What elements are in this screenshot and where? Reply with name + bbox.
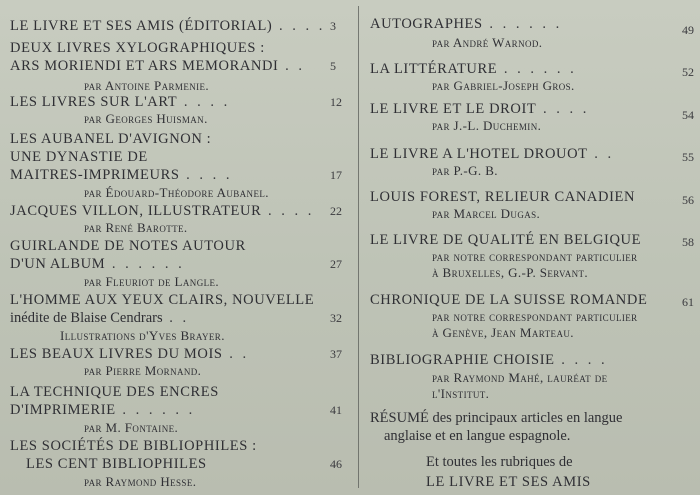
toc-entry-author: par notre correspondant particulier bbox=[432, 249, 638, 264]
leader-dots: . . . . bbox=[536, 101, 590, 117]
toc-entry-author: par Raymond Hesse. bbox=[84, 474, 197, 489]
toc-entry-author: par Raymond Mahé, lauréat de bbox=[432, 370, 608, 385]
leader-dots: . . bbox=[278, 58, 305, 74]
toc-entry-author: par André Warnod. bbox=[432, 35, 543, 50]
toc-page-number: 27 bbox=[330, 257, 342, 271]
leader-dots: . . . . . . bbox=[497, 61, 577, 77]
toc-page-number: 32 bbox=[330, 311, 342, 325]
toc-page-number: 46 bbox=[330, 457, 342, 471]
toc-entry-title: LE LIVRE ET SES AMIS (ÉDITORIAL) bbox=[10, 18, 273, 34]
toc-entry-title: LE LIVRE ET LE DROIT bbox=[370, 101, 537, 117]
toc-entry-author: par Gabriel-Joseph Gros. bbox=[432, 78, 575, 93]
toc-entry-author-cont: à Bruxelles, G.-P. Servant. bbox=[432, 265, 589, 280]
toc-entry-title: ARS MORIENDI ET ARS MEMORANDI bbox=[10, 58, 279, 74]
toc-entry-title: JACQUES VILLON, ILLUSTRATEUR bbox=[10, 203, 262, 219]
toc-entry-title: LA TECHNIQUE DES ENCRES bbox=[10, 384, 219, 400]
toc-entry-title: D'IMPRIMERIE bbox=[10, 402, 116, 418]
toc-page-number: 22 bbox=[330, 204, 342, 218]
toc-entry-title: LES BEAUX LIVRES DU MOIS bbox=[10, 346, 223, 362]
toc-page-number: 49 bbox=[682, 23, 694, 37]
toc-entry-author-cont: à Genève, Jean Marteau. bbox=[432, 325, 574, 340]
toc-page-number: 17 bbox=[330, 168, 342, 182]
toc-entry-author: par Fleuriot de Langle. bbox=[84, 274, 220, 289]
toc-entry-author: par J.-L. Duchemin. bbox=[432, 118, 542, 133]
toc-page-number: 37 bbox=[330, 347, 342, 361]
toc-entry-title: CHRONIQUE DE LA SUISSE ROMANDE bbox=[370, 292, 648, 308]
toc-page-number: 61 bbox=[682, 295, 694, 309]
toc-entry-title: LE LIVRE ET SES AMIS bbox=[426, 474, 591, 490]
leader-dots: . . bbox=[162, 310, 190, 326]
toc-page-number: 52 bbox=[682, 65, 694, 79]
toc-page-number: 3 bbox=[330, 19, 336, 33]
toc-entry-title: LA LITTÉRATURE bbox=[370, 61, 498, 77]
toc-entry-title: LOUIS FOREST, RELIEUR CANADIEN bbox=[370, 189, 636, 205]
toc-entry-author: par Marcel Dugas. bbox=[432, 206, 541, 221]
toc-page-number: 5 bbox=[330, 59, 336, 73]
toc-entry-title: L'HOMME AUX YEUX CLAIRS, NOUVELLE bbox=[10, 292, 315, 308]
toc-entry-author: par M. Fontaine. bbox=[84, 420, 179, 435]
toc-entry-title: UNE DYNASTIE DE bbox=[10, 149, 148, 165]
toc-page-number: 12 bbox=[330, 95, 342, 109]
toc-entry-author: par notre correspondant particulier bbox=[432, 309, 638, 324]
toc-entry-title: anglaise et en langue espagnole. bbox=[384, 428, 571, 444]
toc-page-number: 56 bbox=[682, 193, 694, 207]
toc-entry-author: par René Barotte. bbox=[84, 220, 188, 235]
leader-dots: . . . . . . bbox=[115, 402, 196, 418]
leader-dots: . . . . bbox=[179, 167, 233, 183]
toc-entry-title: MAITRES-IMPRIMEURS bbox=[10, 167, 180, 183]
toc-entry-title: D'UN ALBUM bbox=[10, 256, 106, 272]
leader-dots: . . . . . . bbox=[105, 256, 185, 272]
leader-dots: . . bbox=[587, 146, 615, 162]
toc-page-number: 58 bbox=[682, 235, 694, 249]
column-divider bbox=[358, 6, 359, 488]
leader-dots: . . . . bbox=[177, 94, 231, 110]
leader-dots: . . bbox=[222, 346, 250, 362]
toc-entry-author: par Pierre Mornand. bbox=[84, 363, 202, 378]
toc-entry-title: LES SOCIÉTÉS DE BIBLIOPHILES : bbox=[10, 438, 257, 454]
toc-entry-title: LES CENT BIBLIOPHILES bbox=[26, 456, 207, 472]
toc-entry-author: par Georges Huisman. bbox=[84, 111, 208, 126]
toc-entry-title: Et toutes les rubriques de bbox=[426, 454, 573, 470]
toc-entry-author: par P.-G. B. bbox=[432, 163, 498, 178]
toc-entry-title: inédite de Blaise Cendrars bbox=[10, 310, 163, 326]
toc-entry-author: par Antoine Parmenie. bbox=[84, 78, 210, 93]
toc-entry-title: LES AUBANEL D'AVIGNON : bbox=[10, 131, 212, 147]
leader-dots: . . . . bbox=[272, 18, 326, 34]
toc-page-number: 55 bbox=[682, 150, 694, 164]
toc-entry-title: RÉSUMÉ des principaux articles en langue bbox=[370, 410, 623, 426]
toc-entry-title: GUIRLANDE DE NOTES AUTOUR bbox=[10, 238, 246, 254]
toc-entry-title: LE LIVRE DE QUALITÉ EN BELGIQUE bbox=[370, 232, 642, 248]
toc-entry-title: LE LIVRE A L'HOTEL DROUOT bbox=[370, 146, 588, 162]
leader-dots: . . . . . . bbox=[482, 16, 563, 32]
toc-page-number: 54 bbox=[682, 108, 694, 122]
leader-dots: . . . . bbox=[554, 352, 608, 368]
toc-entry-author: par Édouard-Théodore Aubanel. bbox=[84, 185, 269, 200]
leader-dots: . . . . bbox=[261, 203, 315, 219]
toc-entry-title: BIBLIOGRAPHIE CHOISIE bbox=[370, 352, 555, 368]
toc-entry-author: Illustrations d'Yves Brayer. bbox=[60, 328, 225, 343]
toc-entry-title: AUTOGRAPHES bbox=[370, 16, 483, 32]
toc-entry-author-cont: l'Institut. bbox=[432, 386, 490, 401]
toc-entry-title: LES LIVRES SUR L'ART bbox=[10, 94, 178, 110]
toc-entry-title: DEUX LIVRES XYLOGRAPHIQUES : bbox=[10, 40, 265, 56]
toc-page-number: 41 bbox=[330, 403, 342, 417]
